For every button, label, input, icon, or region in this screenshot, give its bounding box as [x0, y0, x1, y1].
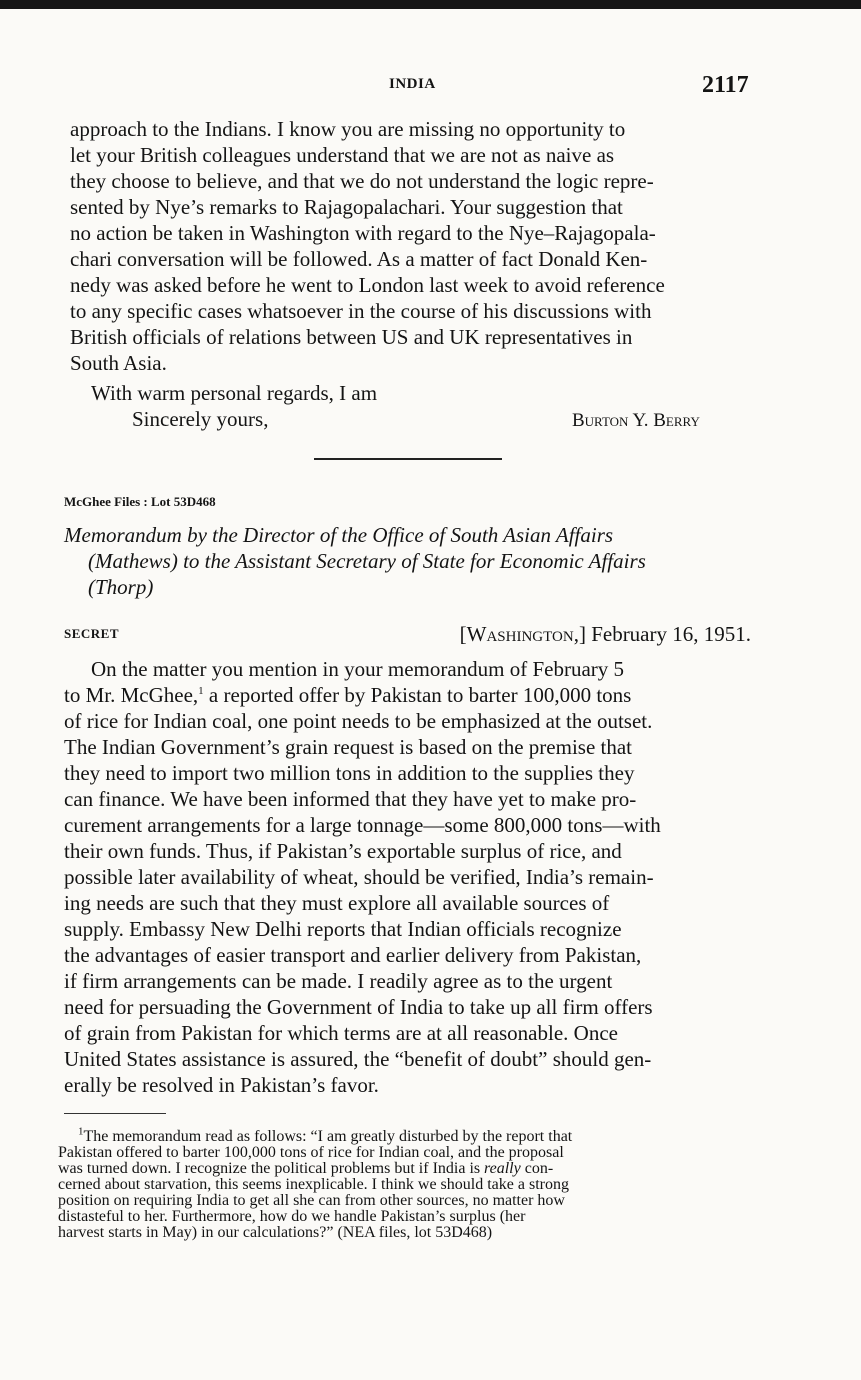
letter-line: sented by Nye’s remarks to Rajagopalachari. Your suggestion that	[70, 195, 623, 219]
document-title-line: (Mathews) to the Assistant Secretary of State for Economic Affairs	[88, 549, 646, 573]
footnote-line: Pakistan offered to barter 100,000 tons of rice for Indian coal, and the proposal	[58, 1144, 564, 1161]
classification-label: SECRET	[64, 626, 120, 641]
body-line: supply. Embassy New Delhi reports that Indian officials recognize	[64, 917, 622, 941]
body-line: ing needs are such that they must explore all available sources of	[64, 891, 610, 915]
body-line: can finance. We have been informed that they have yet to make pro-	[64, 787, 637, 811]
footnote-line: position on requiring India to get all she can from other sources, no matter how	[58, 1192, 565, 1209]
body-line: The Indian Government’s grain request is based on the premise that	[64, 735, 633, 759]
letter-line: chari conversation will be followed. As a matter of fact Donald Ken-	[70, 247, 648, 271]
body-line: if firm arrangements can be made. I readily agree as to the urgent	[64, 969, 613, 993]
date: February 16, 1951.	[591, 622, 751, 646]
footnote-line: was turned down. I recognize the political problems but if India is	[58, 1160, 481, 1177]
body-line: to Mr. McGhee,$^1$ a reported offer by Pakistan to barter 100,000 tons	[64, 683, 632, 707]
scan-top-edge	[0, 0, 861, 9]
footnote-line: distasteful to her. Furthermore, how do we handle Pakistan’s surplus (her	[58, 1208, 526, 1225]
footnote-emphasis: really	[484, 1160, 521, 1177]
dateline	[460, 622, 751, 647]
running-header	[0, 72, 861, 98]
letter-line: South Asia.	[70, 351, 167, 375]
letter-line: no action be taken in Washington with regard to the Nye–Rajagopala-	[70, 221, 656, 245]
body-line: of rice for Indian coal, one point needs to be emphasized at the outset.	[64, 709, 653, 733]
body-line: they need to import two million tons in addition to the supplies they	[64, 761, 635, 785]
body-line: need for persuading the Government of India to take up all firm offers	[64, 995, 653, 1019]
body-line: of grain from Pakistan for which terms are at all reasonable. Once	[64, 1021, 618, 1045]
letter-signoff: Sincerely yours,	[132, 407, 269, 431]
body-line: United States assistance is assured, the “benefit of doubt” should gen-	[64, 1047, 652, 1071]
footnote-line: harvest starts in May) in our calculations?” (NEA files, lot 53D468)	[58, 1224, 493, 1241]
letter-line: let your British colleagues understand that we are not as naive as	[70, 143, 615, 167]
place: [Washington,]	[459, 622, 586, 646]
body-line: possible later availability of wheat, should be verified, India’s remain-	[64, 865, 654, 889]
document-source: McGhee Files : Lot 53D468	[64, 494, 216, 509]
footnote-reference: 1	[198, 685, 204, 697]
running-title: INDIA	[389, 76, 436, 92]
letter-signature: Burton Y. Berry	[572, 410, 700, 431]
body-line: their own funds. Thus, if Pakistan’s exportable surplus of rice, and	[64, 839, 622, 863]
letter-line: to any specific cases whatsoever in the course of his discussions with	[70, 299, 652, 323]
section-divider	[314, 458, 502, 460]
document-title-line: Memorandum by the Director of the Office of South Asian Affairs	[64, 523, 614, 547]
footnote-line: cerned about starvation, this seems inexplicable. I think we should take a strong	[58, 1176, 569, 1193]
body-line: curement arrangements for a large tonnage—some 800,000 tons—with	[64, 813, 661, 837]
letter-line: they choose to believe, and that we do not understand the logic repre-	[70, 169, 654, 193]
body-line: erally be resolved in Pakistan’s favor.	[64, 1073, 379, 1097]
letter-line: nedy was asked before he went to London last week to avoid reference	[70, 273, 665, 297]
footnote-divider	[64, 1113, 166, 1114]
page-number: 2117	[702, 72, 749, 98]
footnote-line: $^1$The memorandum read as follows: “I am greatly disturbed by the report that	[78, 1125, 573, 1145]
footnote-line: really con-	[484, 1160, 554, 1177]
letter-line: British officials of relations between US and UK representatives in	[70, 325, 633, 349]
body-line: On the matter you mention in your memorandum of February 5	[91, 657, 625, 681]
body-line: the advantages of easier transport and earlier delivery from Pakistan,	[64, 943, 642, 967]
letter-line: approach to the Indians. I know you are missing no opportunity to	[70, 117, 626, 141]
letter-closing: With warm personal regards, I am	[91, 381, 378, 405]
document-title-line: (Thorp)	[88, 575, 154, 599]
footnote-marker: 1	[78, 1125, 84, 1138]
